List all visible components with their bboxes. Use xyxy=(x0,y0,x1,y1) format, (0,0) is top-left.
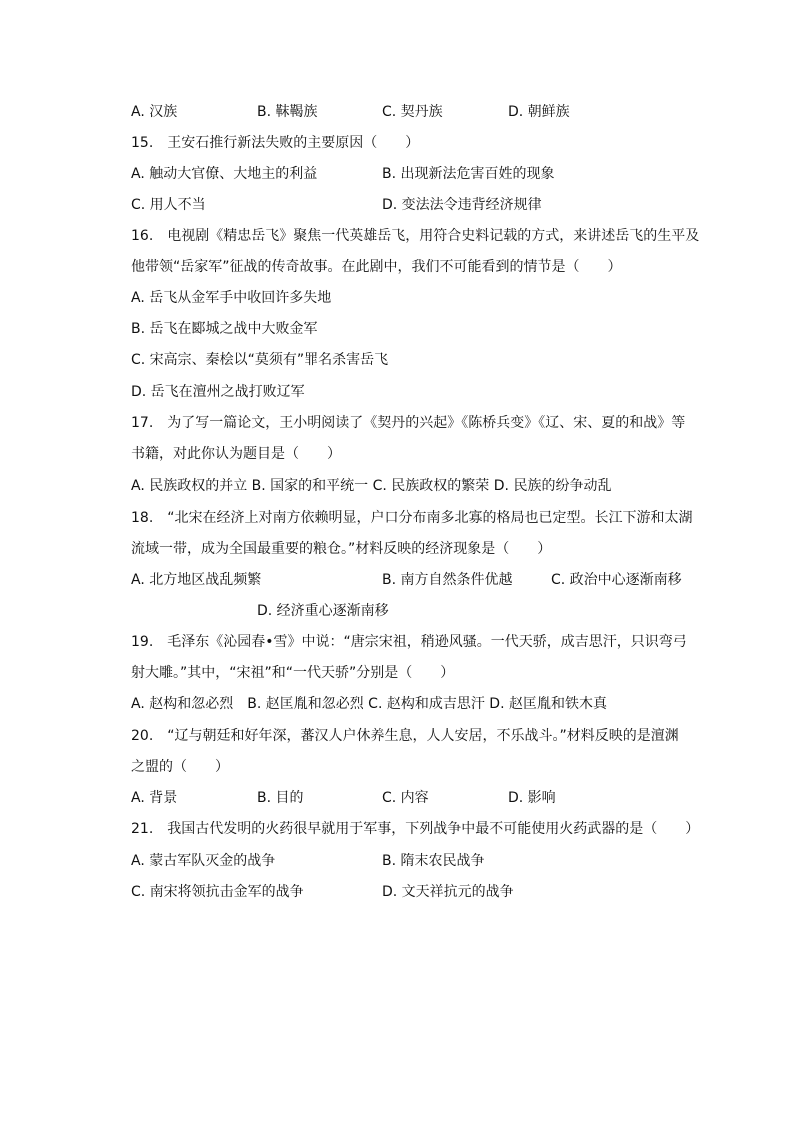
q20-stem-line-2: 之盟的（ ） xyxy=(131,759,229,775)
q14-option-d: D. 朝鲜族 xyxy=(508,104,570,120)
q21-option-c: C. 南宋将领抗击金军的战争 xyxy=(131,884,304,900)
q21-option-a: A. 蒙古军队灭金的战争 xyxy=(131,853,276,869)
q17-stem-line-1: 17. 为了写一篇论文，王小明阅读了《契丹的兴起》《陈桥兵变》《辽、宋、夏的和战》等 xyxy=(131,415,686,431)
q14-option-b: B. 靺鞨族 xyxy=(257,104,318,120)
q20-option-c: C. 内容 xyxy=(382,790,429,806)
q14-option-a: A. 汉族 xyxy=(131,104,178,120)
q19-stem-line-1: 19. 毛泽东《沁园春•雪》中说：“唐宗宋祖，稍逊风骚。一代天骄，成吉思汗，只识弯弓 xyxy=(131,634,687,650)
q19-stem-line-2: 射大雕。”其中，“宋祖”和“一代天骄”分别是（ ） xyxy=(131,665,455,681)
q16-option-b: B. 岳飞在郾城之战中大败金军 xyxy=(131,321,318,337)
q15-option-a: A. 触动大官僚、大地主的利益 xyxy=(131,166,318,182)
q15-stem: 15. 王安石推行新法失败的主要原因（ ） xyxy=(131,135,420,151)
q20-option-d: D. 影响 xyxy=(508,790,556,806)
q16-stem-line-2: 他带领“岳家军”征战的传奇故事。在此剧中，我们不可能看到的情节是（ ） xyxy=(131,259,622,275)
q18-stem-line-2: 流域一带，成为全国最重要的粮仓。”材料反映的经济现象是（ ） xyxy=(131,541,552,557)
q20-option-b: B. 目的 xyxy=(257,790,304,806)
q18-option-b: B. 南方自然条件优越 xyxy=(382,572,513,588)
q21-stem: 21. 我国古代发明的火药很早就用于军事，下列战争中最不可能使用火药武器的是（ ） xyxy=(131,821,700,837)
q16-stem-line-1: 16. 电视剧《精忠岳飞》聚焦一代英雄岳飞，用符合史料记载的方式，来讲述岳飞的生平及 xyxy=(131,228,700,244)
q19-options: A. 赵构和忽必烈 B. 赵匡胤和忽必烈 C. 赵构和成吉思汗 D. 赵匡胤和铁木真 xyxy=(131,696,607,712)
q21-option-d: D. 文天祥抗元的战争 xyxy=(382,884,514,900)
q17-stem-line-2: 书籍，对此你认为题目是（ ） xyxy=(131,446,341,462)
q14-option-c: C. 契丹族 xyxy=(382,104,443,120)
q20-stem-line-1: 20. “辽与朝廷和好年深，蕃汉人户休养生息，人人安居，不乐战斗。”材料反映的是澶渊 xyxy=(131,728,679,744)
q16-option-a: A. 岳飞从金军手中收回许多失地 xyxy=(131,290,332,306)
q18-option-d: D. 经济重心逐渐南移 xyxy=(257,603,389,619)
q16-option-c: C. 宋高宗、秦桧以“莫须有”罪名杀害岳飞 xyxy=(131,352,389,368)
q15-option-b: B. 出现新法危害百姓的现象 xyxy=(382,166,555,182)
q15-option-c: C. 用人不当 xyxy=(131,197,206,213)
q17-options: A. 民族政权的并立 B. 国家的和平统一 C. 民族政权的繁荣 D. 民族的纷争动乱 xyxy=(131,478,612,494)
q18-stem-line-1: 18. “北宋在经济上对南方依赖明显，户口分布南多北寡的格局也已定型。长江下游和太湖 xyxy=(131,510,693,526)
q18-option-c: C. 政治中心逐渐南移 xyxy=(551,572,682,588)
q20-option-a: A. 背景 xyxy=(131,790,178,806)
q16-option-d: D. 岳飞在澶州之战打败辽军 xyxy=(131,384,305,400)
q15-option-d: D. 变法法令违背经济规律 xyxy=(382,197,542,213)
q21-option-b: B. 隋末农民战争 xyxy=(382,853,485,869)
q18-option-a: A. 北方地区战乱频繁 xyxy=(131,572,262,588)
